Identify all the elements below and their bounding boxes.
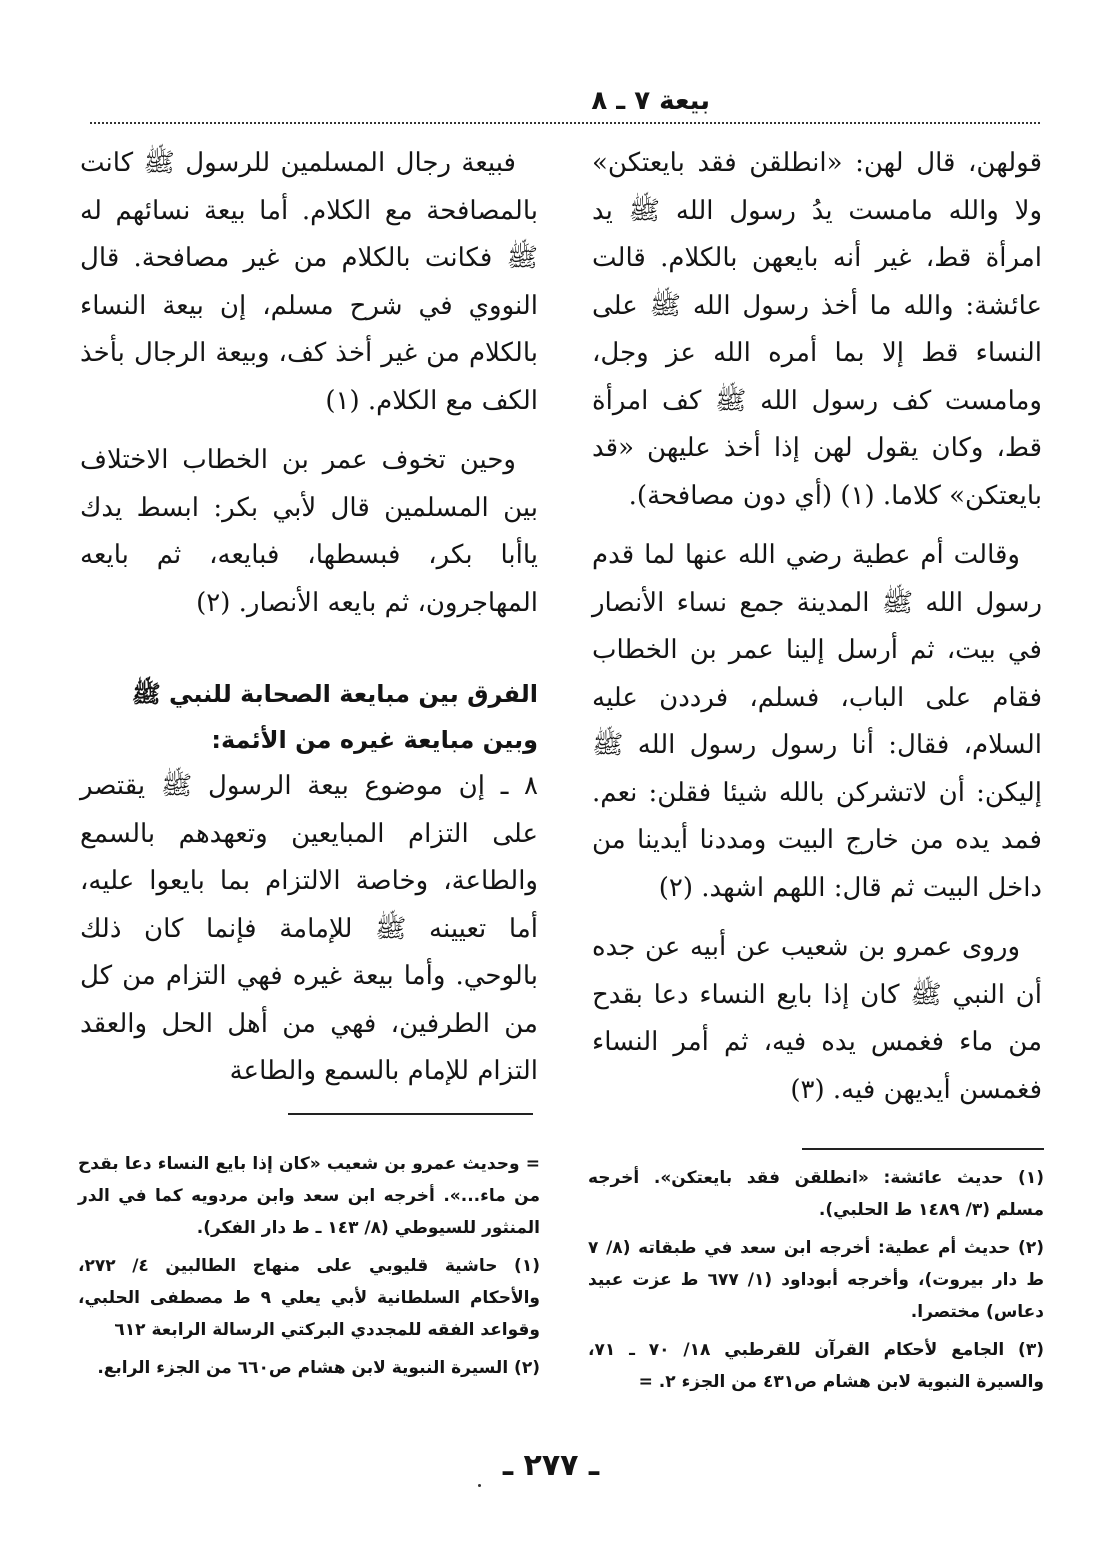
footnote-rule-right: [802, 1148, 1044, 1150]
footnote: (٢) حديث أم عطية: أخرجه ابن سعد في طبقاته (٨/ ٧ ط دار بيروت)، وأخرجه أبوداود (١/ ٦٧٧ ط عزت عبيد دعاس) مختصرا.: [588, 1238, 1044, 1322]
body-paragraph: ٨ ـ إن موضوع بيعة الرسول ﷺ يقتصر على التزام المبايعين وتعهدهم بالسمع والطاعة، وخاصة الالتزام بما بايعوا عليه، أما تعيينه ﷺ للإمامة فإنما كان ذلك بالوحي. وأما بيعة غيره فهي التزام من كل من الطرفين، فهي من أهل الحل والعقد التزام للإمام بالسمع والطاعة: [80, 771, 538, 1086]
right-text-column: [592, 140, 1042, 1114]
body-paragraph: وقالت أم عطية رضي الله عنها لما قدم رسول الله ﷺ المدينة جمع نساء الأنصار في بيت، ثم أرسل إلينا عمر بن الخطاب فقام على الباب، فسلم، فرددن عليه السلام، فقال: أنا رسول رسول الله ﷺ إليكن: أن لاتشركن بالله شيئا فقلن: نعم. فمد يده من خارج البيت ومددنا أيدينا من داخل البيت ثم قال: اللهم اشهد. (٢): [592, 540, 1042, 903]
running-title: بيعة ٧ ـ ٨: [591, 86, 710, 116]
footnote: (٣) الجامع لأحكام القرآن للقرطبي ١٨/ ٧٠ ـ ٧١، والسيرة النبوية لابن هشام ص٤٣١ من الجزء ٢. =: [588, 1340, 1044, 1392]
page-number: ـ ٢٧٧ ـ: [502, 1448, 600, 1483]
footnote: (١) حاشية قليوبي على منهاج الطالبين ٤/ ٢٧٢، والأحكام السلطانية لأبي يعلي ٩ ط مصطفى الحلبي، وقواعد الفقه للمجددي البركتي الرسالة الرابعة ٦١٢: [78, 1256, 540, 1340]
print-speck: [478, 1484, 481, 1487]
body-paragraph: فبيعة رجال المسلمين للرسول ﷺ كانت بالمصافحة مع الكلام. أما بيعة نسائهم له ﷺ فكانت بالكلام من غير مصافحة. قال النووي في شرح مسلم، إن بيعة النساء بالكلام من غير أخذ كف، وبيعة الرجال بأخذ الكف مع الكلام. (١): [80, 148, 538, 416]
body-paragraph: وحين تخوف عمر بن الخطاب الاختلاف بين المسلمين قال لأبي بكر: ابسط يدك ياأبا بكر، فبسطها، فبايعه، ثم بايعه المهاجرون، ثم بايعه الأنصار. (٢): [80, 445, 538, 618]
section-heading: الفرق بين مبايعة الصحابة للنبي ﷺ وبين مبايعة غيره من الأئمة:: [131, 680, 538, 754]
body-paragraph: قولهن، قال لهن: «انطلقن فقد بايعتكن» ولا والله مامست يدُ رسول الله ﷺ يد امرأة قط، غير أنه بايعهن بالكلام. قالت عائشة: والله ما أخذ رسول الله ﷺ على النساء قط إلا بما أمره الله عز وجل، ومامست كف رسول الله ﷺ كف امرأة قط، وكان يقول لهن إذا أخذ عليهن «قد بايعتكن» كلاما. (١) (أي دون مصافحة).: [592, 148, 1042, 511]
page-header: [90, 84, 1040, 118]
footnote: (٢) السيرة النبوية لابن هشام ص٦٦٠ من الجزء الرابع.: [97, 1358, 540, 1378]
footnote: (١) حديث عائشة: «انطلقن فقد بايعتكن». أخرجه مسلم (٣/ ١٤٨٩ ط الحلبي).: [588, 1168, 1044, 1220]
footnotes-left: [78, 1148, 540, 1390]
left-text-column: [80, 140, 538, 1096]
footnotes-right: [588, 1162, 1044, 1404]
header-dotted-rule: [90, 122, 1040, 124]
footnote-rule-left: [288, 1113, 533, 1115]
body-paragraph: وروى عمرو بن شعيب عن أبيه عن جده أن النبي ﷺ كان إذا بايع النساء دعا بقدح من ماء فغمس يده فيه، ثم أمر النساء فغمسن أيديهن فيه. (٣): [592, 932, 1042, 1105]
footnote: = وحديث عمرو بن شعيب «كان إذا بايع النساء دعا بقدح من ماء...». أخرجه ابن سعد وابن مردويه كما في الدر المنثور للسيوطي (٨/ ١٤٣ ـ ط دار الفكر).: [78, 1154, 540, 1238]
